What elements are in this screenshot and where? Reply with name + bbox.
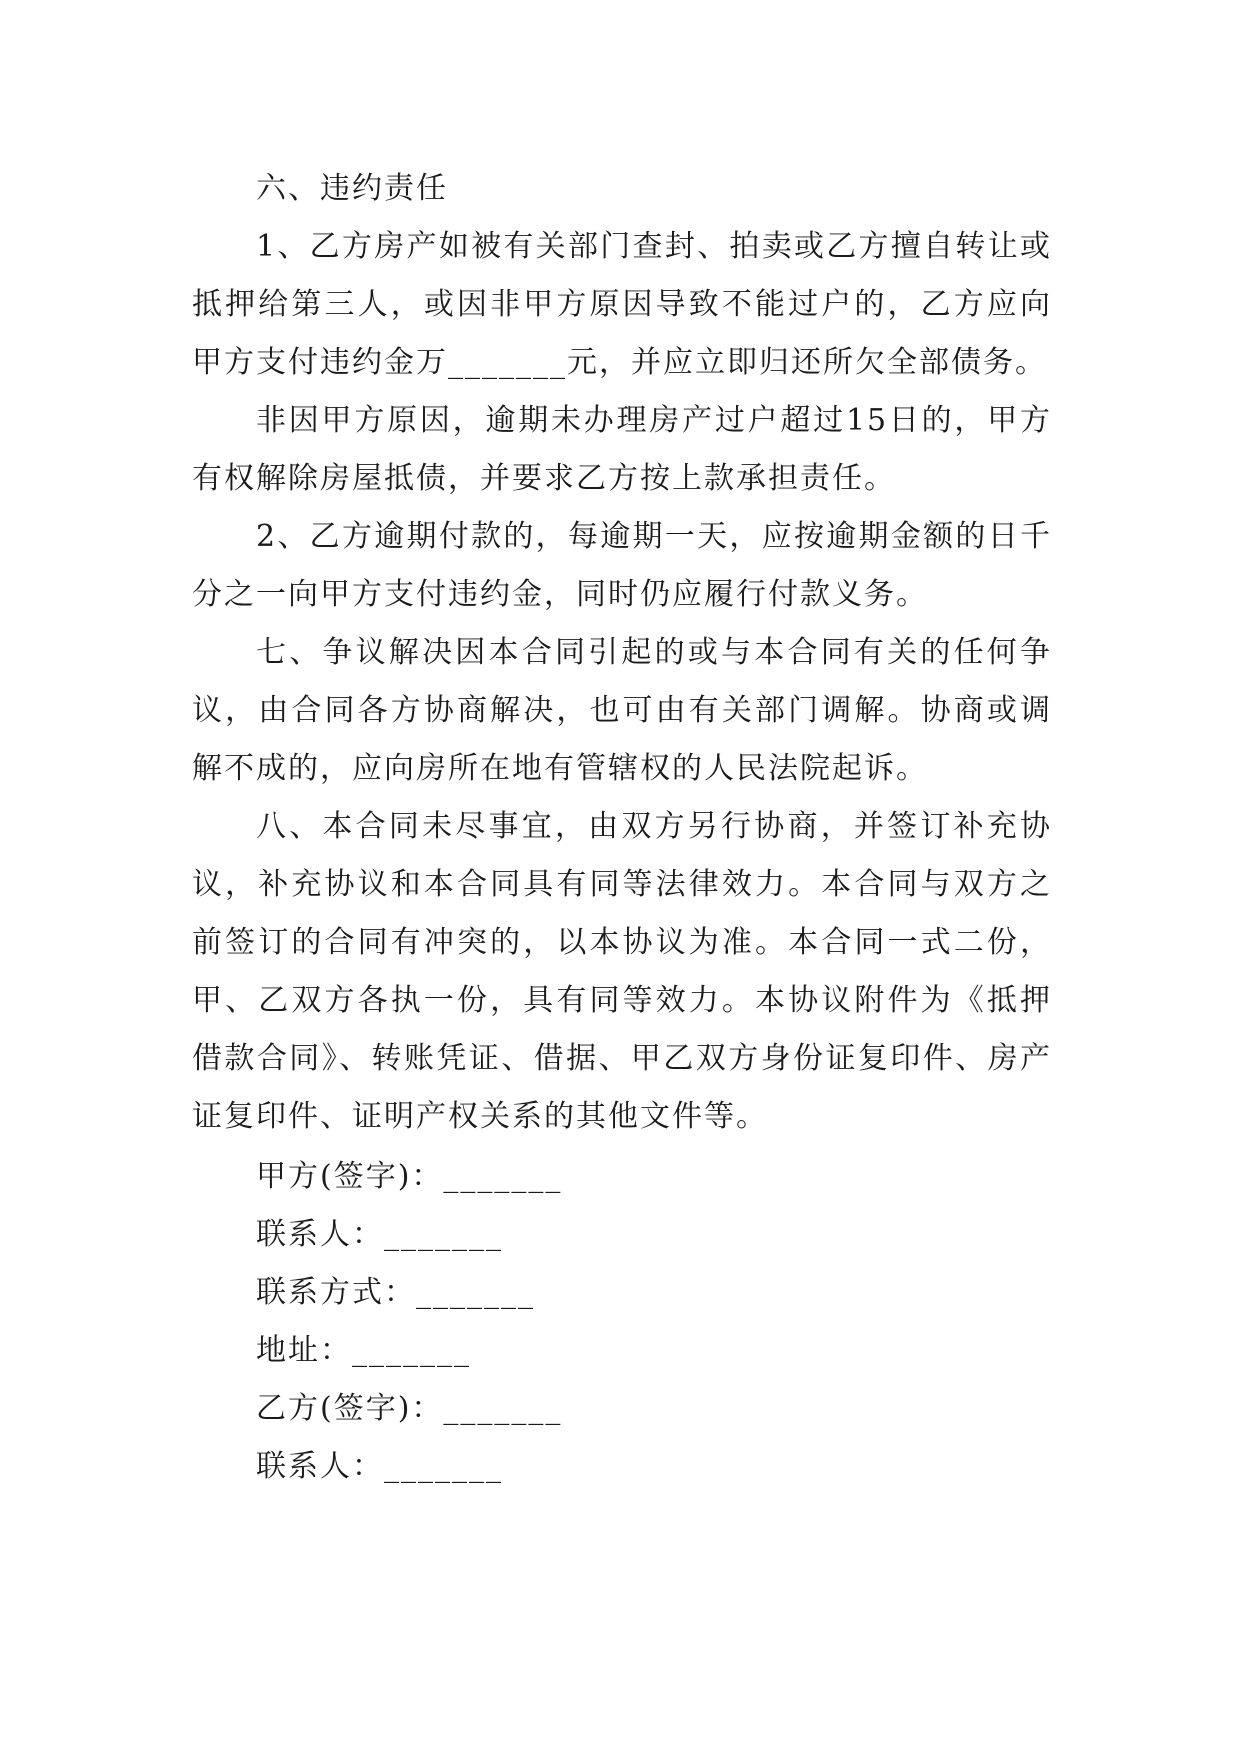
paragraph-clause-2: 2、乙方逾期付款的，每逾期一天，应按逾期金额的日千分之一向甲方支付违约金，同时仍应履行付款义务。 [192, 519, 1052, 612]
document-body [192, 160, 1052, 1496]
paragraph-dispute-resolution: 七、争议解决因本合同引起的或与本合同有关的任何争议，由合同各方协商解决，也可由有关部门调解。协商或调解不成的，应向房所在地有管辖权的人民法院起诉。 [192, 635, 1052, 786]
party-a-contact-person: 联系人：_______ [256, 1217, 503, 1252]
signature-block [192, 1148, 1052, 1496]
paragraph-clause-1: 1、乙方房产如被有关部门查封、拍卖或乙方擅自转让或抵押给第三人，或因非甲方原因导致不能过户的，乙方应向甲方支付违约金万_______元，并应立即归还所欠全部债务。 [192, 229, 1052, 380]
party-b-contact-person: 联系人：_______ [256, 1449, 503, 1484]
party-a-signature: 甲方(签字)：_______ [256, 1159, 563, 1194]
party-b-signature: 乙方(签字)：_______ [256, 1391, 563, 1426]
party-a-contact-method: 联系方式：_______ [256, 1275, 535, 1310]
paragraph-miscellaneous: 八、本合同未尽事宜，由双方另行协商，并签订补充协议，补充协议和本合同具有同等法律效力。本合同与双方之前签订的合同有冲突的，以本协议为准。本合同一式二份，甲、乙双方各执一份，具有同等效力。本协议附件为《抵押借款合同》、转账凭证、借据、甲乙双方身份证复印件、房产证复印件、证明产权关系的其他文件等。 [192, 809, 1052, 1134]
section-heading-breach-liability: 六、违约责任 [256, 171, 448, 206]
party-a-address: 地址：_______ [256, 1333, 471, 1368]
paragraph-transfer-overdue: 非因甲方原因，逾期未办理房产过户超过15日的，甲方有权解除房屋抵债，并要求乙方按上款承担责任。 [192, 403, 1052, 496]
